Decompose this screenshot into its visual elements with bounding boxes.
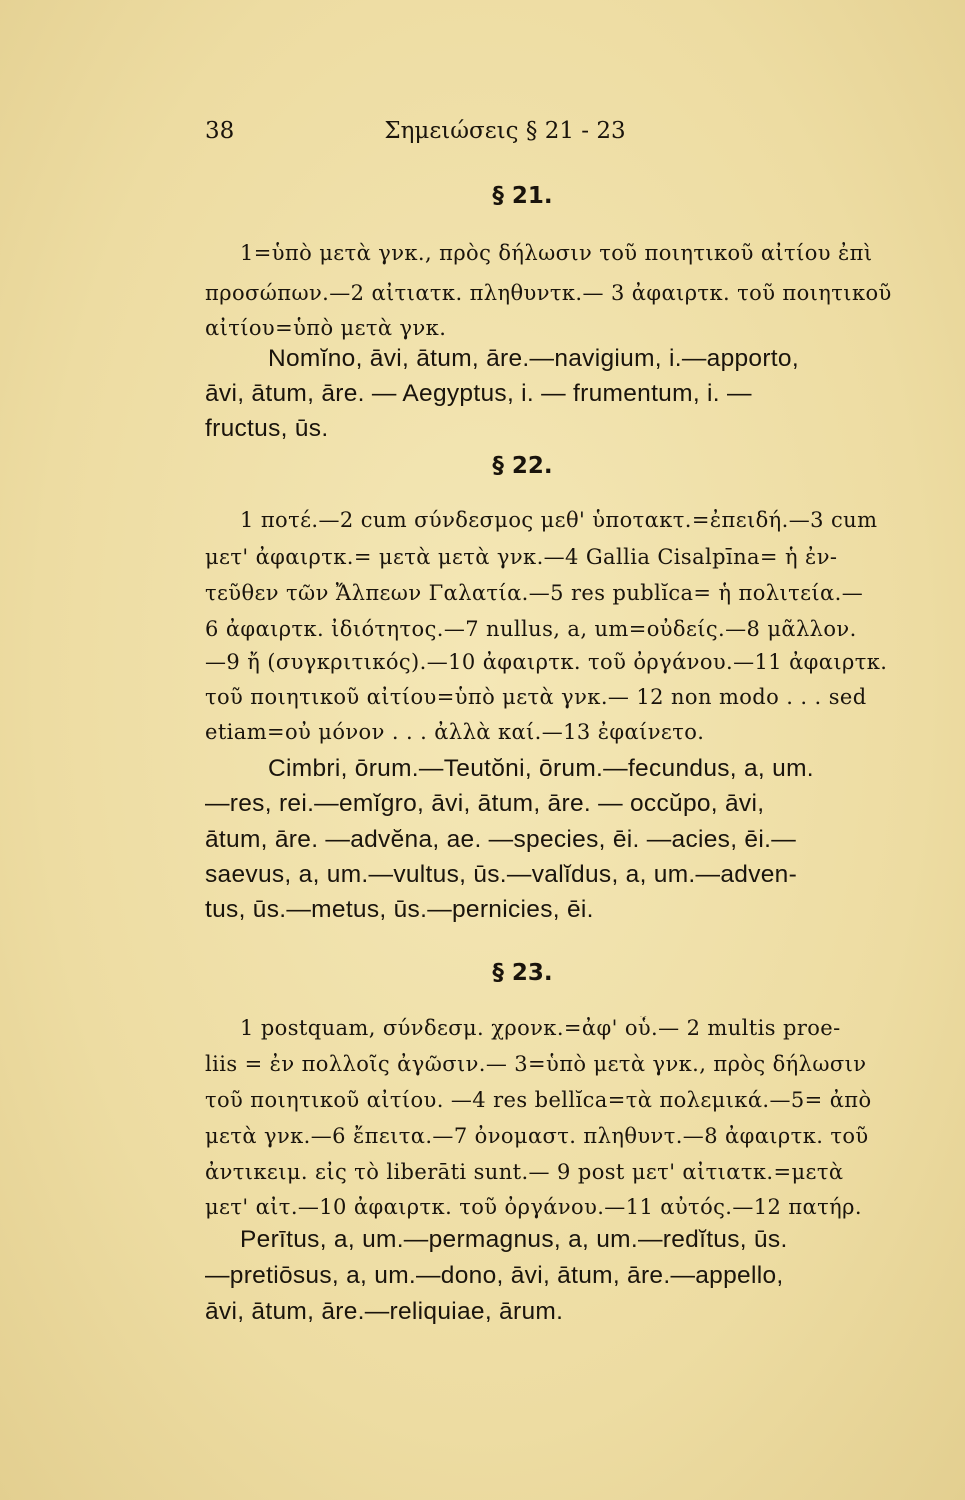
- text-line: —pretiōsus, a, um.—dono, āvi, ātum, āre.—appello,: [205, 1262, 784, 1289]
- text-line: αἰτίου=ὑπὸ μετὰ γνκ.: [205, 316, 447, 340]
- text-line: τεῦθεν τῶν Ἄλπεων Γαλατία.—5 res publĭca= ἡ πολιτεία.—: [205, 581, 864, 605]
- text-line: —res, rei.—emĭgro, āvi, ātum, āre. — occŭpo, āvi,: [205, 790, 765, 817]
- text-line: Cimbri, ōrum.—Teutŏni, ōrum.—fecundus, a, um.: [268, 755, 814, 782]
- text-line: Perītus, a, um.—permagnus, a, um.—redĭtus, ūs.: [240, 1226, 788, 1253]
- running-title: Σημειώσεις § 21 - 23: [384, 118, 626, 144]
- text-line: προσώπων.—2 αἰτιατκ. πληθυντκ.— 3 ἀφαιρτκ. τοῦ ποιητικοῦ: [205, 281, 892, 305]
- text-line: āvi, ātum, āre.—reliquiae, ārum.: [205, 1298, 564, 1325]
- section-heading-22: § 22.: [492, 453, 553, 479]
- text-line: etiam=οὐ μόνον . . . ἀλλὰ καί.—13 ἐφαίνετο.: [205, 720, 705, 744]
- section-heading-21: § 21.: [492, 183, 553, 209]
- page-header: [205, 118, 765, 158]
- text-line: saevus, a, um.—vultus, ūs.—valĭdus, a, um.—adven-: [205, 861, 798, 888]
- text-line: τοῦ ποιητικοῦ αἰτίου. —4 res bellĭca=τὰ πολεμικά.—5= ἀπὸ: [205, 1088, 872, 1112]
- text-line: fructus, ūs.: [205, 415, 329, 442]
- text-line: τοῦ ποιητικοῦ αἰτίου=ὑπὸ μετὰ γνκ.— 12 non modo . . . sed: [205, 685, 867, 709]
- text-line: μετὰ γνκ.—6 ἔπειτα.—7 ὀνομαστ. πληθυντ.—8 ἀφαιρτκ. τοῦ: [205, 1124, 869, 1148]
- text-line: 6 ἀφαιρτκ. ἰδιότητος.—7 nullus, a, um=οὐδείς.—8 μᾶλλον.: [205, 617, 857, 641]
- text-line: 1 postquam, σύνδεσμ. χρονκ.=ἀφ' οὗ.— 2 multis proe-: [240, 1016, 841, 1040]
- text-line: ἀντικειμ. εἰς τὸ liberāti sunt.— 9 post μετ' αἰτιατκ.=μετὰ: [205, 1160, 844, 1184]
- text-line: liis = ἐν πολλοῖς ἀγῶσιν.— 3=ὑπὸ μετὰ γνκ., πρὸς δήλωσιν: [205, 1052, 867, 1076]
- text-line: tus, ūs.—metus, ūs.—pernicies, ēi.: [205, 896, 594, 923]
- text-line: 1=ὑπὸ μετὰ γνκ., πρὸς δήλωσιν τοῦ ποιητικοῦ αἰτίου ἐπὶ: [240, 241, 873, 265]
- text-line: 1 ποτέ.—2 cum σύνδεσμος μεθ' ὑποτακτ.=ἐπειδή.—3 cum: [240, 508, 878, 532]
- text-line: āvi, ātum, āre. — Aegyptus, i. — frumentum, i. —: [205, 380, 752, 407]
- section-heading-23: § 23.: [492, 960, 553, 986]
- text-line: μετ' αἰτ.—10 ἀφαιρτκ. τοῦ ὀργάνου.—11 αὐτός.—12 πατήρ.: [205, 1195, 862, 1219]
- text-line: ātum, āre. —advĕna, ae. —species, ēi. —acies, ēi.—: [205, 826, 797, 853]
- text-line: Nomĭno, āvi, ātum, āre.—navigium, i.—apporto,: [268, 345, 799, 372]
- page-number: 38: [205, 118, 235, 144]
- text-line: —9 ἤ (συγκριτικός).—10 ἀφαιρτκ. τοῦ ὀργάνου.—11 ἀφαιρτκ.: [205, 650, 888, 674]
- text-line: μετ' ἀφαιρτκ.= μετὰ μετὰ γνκ.—4 Gallia Cisalpīna= ἡ ἐν-: [205, 545, 838, 569]
